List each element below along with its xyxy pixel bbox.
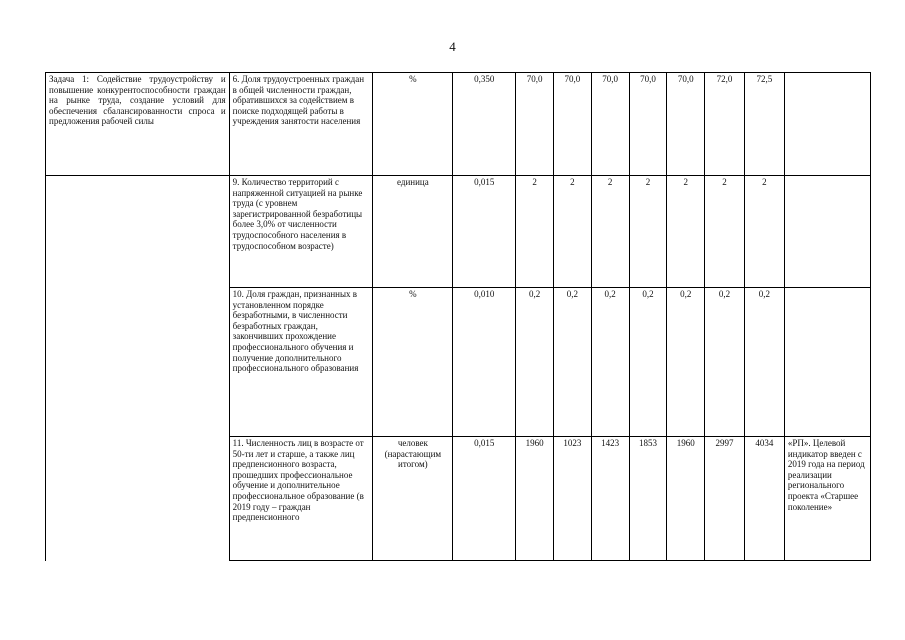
value-cell: 1960 bbox=[667, 437, 705, 561]
value-cell: 2 bbox=[705, 176, 745, 288]
table-row bbox=[46, 176, 871, 288]
value-cell: 70,0 bbox=[629, 73, 667, 176]
value-cell: 2997 bbox=[705, 437, 745, 561]
table-row bbox=[46, 437, 871, 561]
weight-cell: 0,015 bbox=[453, 437, 516, 561]
value-cell: 0,2 bbox=[516, 288, 554, 437]
value-cell: 2 bbox=[667, 176, 705, 288]
note-cell: «РП». Целевой индикатор введен с 2019 года на период реализации регионального проекта «Старшее поколение» bbox=[784, 437, 870, 561]
value-cell: 0,2 bbox=[744, 288, 784, 437]
value-cell: 70,0 bbox=[667, 73, 705, 176]
value-cell: 0,2 bbox=[553, 288, 591, 437]
unit-cell: % bbox=[373, 288, 453, 437]
value-cell: 1960 bbox=[516, 437, 554, 561]
value-cell: 2 bbox=[744, 176, 784, 288]
value-cell: 72,0 bbox=[705, 73, 745, 176]
table-row bbox=[46, 288, 871, 437]
weight-cell: 0,015 bbox=[453, 176, 516, 288]
value-cell: 70,0 bbox=[516, 73, 554, 176]
task-cell-continued bbox=[46, 176, 230, 288]
task-cell-continued bbox=[46, 288, 230, 437]
note-cell bbox=[784, 73, 870, 176]
value-cell: 72,5 bbox=[744, 73, 784, 176]
value-cell: 70,0 bbox=[553, 73, 591, 176]
value-cell: 70,0 bbox=[591, 73, 629, 176]
page-number: 4 bbox=[449, 39, 456, 54]
value-cell: 0,2 bbox=[705, 288, 745, 437]
indicator-name: 6. Доля трудоустроенных граждан в общей численности граждан, обратившихся за содействием в поиске подходящей работы в учреждения занятости населения bbox=[229, 73, 373, 176]
value-cell: 4034 bbox=[744, 437, 784, 561]
value-cell: 0,2 bbox=[629, 288, 667, 437]
unit-cell: % bbox=[373, 73, 453, 176]
value-cell: 2 bbox=[591, 176, 629, 288]
value-cell: 1853 bbox=[629, 437, 667, 561]
indicator-name: 11. Численность лиц в возрасте от 50-ти лет и старше, а также лиц предпенсионного возраста, прошедших профессиональное обучение и дополнительное профессиональное образование (в 2019 году – граждан предпенсионного bbox=[229, 437, 373, 561]
indicator-name: 9. Количество территорий с напряженной ситуацией на рынке труда (с уровнем зарегистрированной безработицы более 3,0% от численности трудоспособного населения в трудоспособном возрасте) bbox=[229, 176, 373, 288]
weight-cell: 0,350 bbox=[453, 73, 516, 176]
value-cell: 2 bbox=[553, 176, 591, 288]
weight-cell: 0,010 bbox=[453, 288, 516, 437]
task-cell: Задача 1: Содействие трудоустройству и повышение конкурентоспособности граждан на рынке труда, создание условий для обеспечения сбалансированности спроса и предложения рабочей силы bbox=[46, 73, 230, 176]
value-cell: 2 bbox=[516, 176, 554, 288]
note-cell bbox=[784, 176, 870, 288]
value-cell: 0,2 bbox=[667, 288, 705, 437]
indicators-table bbox=[45, 72, 871, 561]
task-cell-continued bbox=[46, 437, 230, 561]
value-cell: 0,2 bbox=[591, 288, 629, 437]
value-cell: 1423 bbox=[591, 437, 629, 561]
unit-cell: единица bbox=[373, 176, 453, 288]
unit-cell: человек (нарастающим итогом) bbox=[373, 437, 453, 561]
value-cell: 2 bbox=[629, 176, 667, 288]
note-cell bbox=[784, 288, 870, 437]
table-row bbox=[46, 73, 871, 176]
value-cell: 1023 bbox=[553, 437, 591, 561]
indicator-name: 10. Доля граждан, признанных в установленном порядке безработными, в численности безработных граждан, закончивших прохождение профессионального обучения и получение дополнительного профессионального образования bbox=[229, 288, 373, 437]
